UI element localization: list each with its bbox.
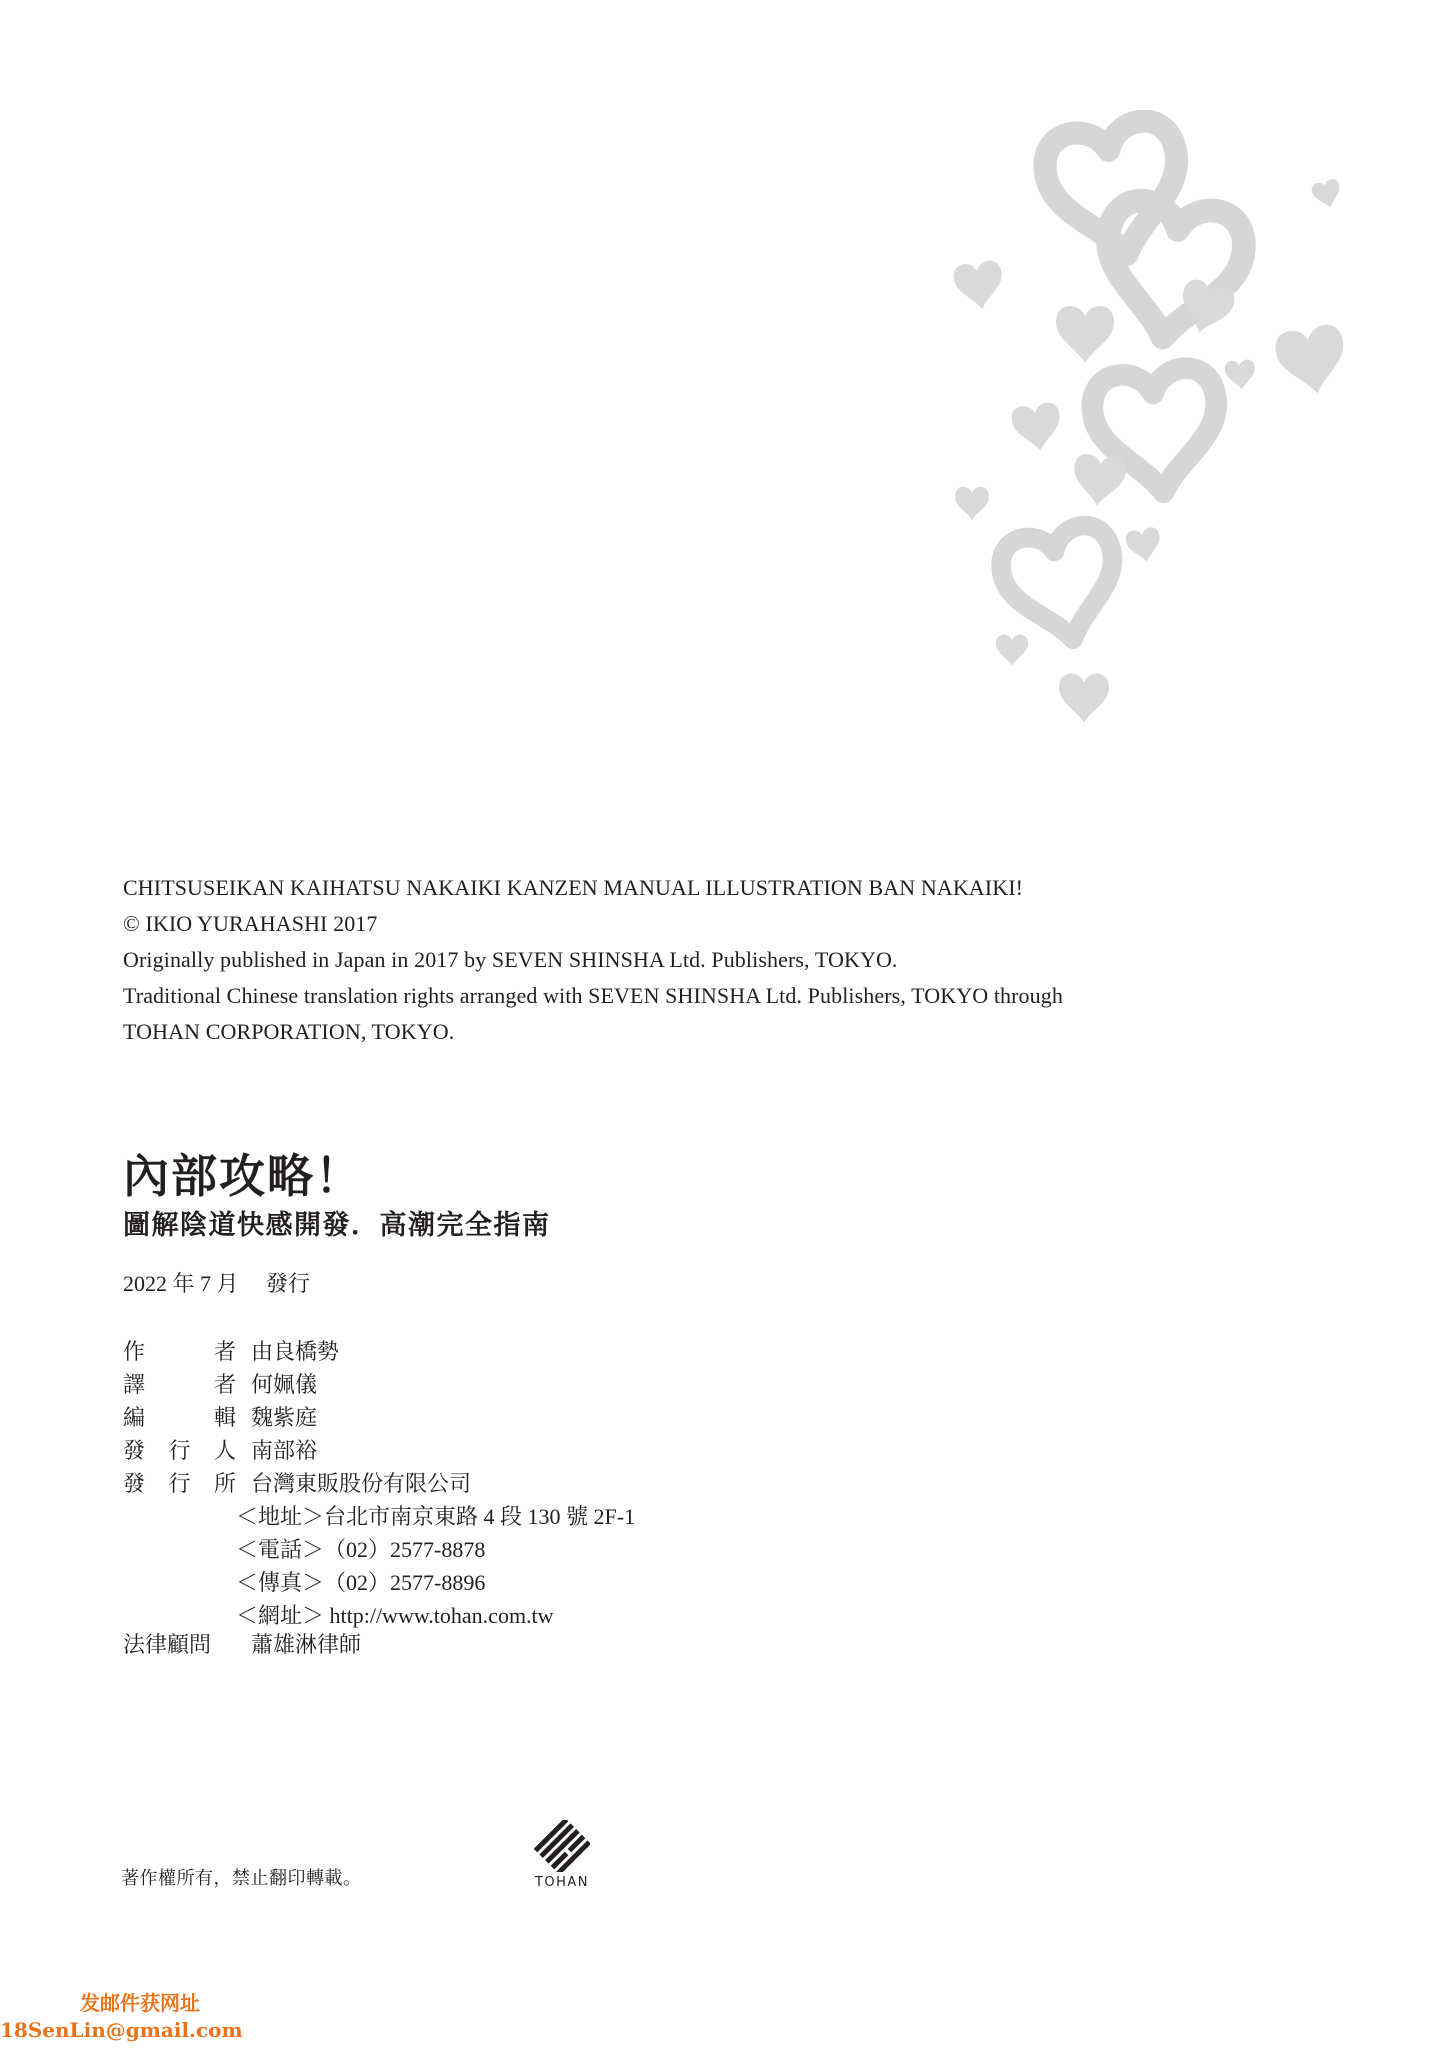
credit-value: 南部裕 [251,1438,318,1463]
copyright-line: Traditional Chinese translation rights arranged with SEVEN SHINSHA Ltd. Publishers, TOKYO through [123,983,1063,1008]
copyright-line: CHITSUSEIKAN KAIHATSU NAKAIKI KANZEN MANUAL ILLUSTRATION BAN NAKAIKI! [123,875,1024,900]
credit-label: 作 者 [123,1339,236,1364]
hearts-decoration [930,110,1380,750]
address-line: ＜地址＞台北市南京東路 4 段 130 號 2F-1 [236,1504,636,1529]
solid-heart-10 [1124,526,1163,565]
outline-heart-2 [1095,197,1248,347]
copyright-line: © IKIO YURAHASHI 2017 [123,911,378,936]
website-line: ＜網址＞ http://www.tohan.com.tw [236,1603,554,1628]
solid-heart-7 [1010,401,1064,454]
book-subtitle: 圖解陰道快感開發．高潮完全指南 [123,1210,551,1241]
publisher-contact [236,1500,635,1632]
credit-row-editor [123,1401,471,1434]
phone-line: ＜電話＞（02）2577-8878 [236,1537,486,1562]
credit-row-publishing-house [123,1467,471,1500]
solid-heart-5 [1273,322,1351,399]
solid-heart-2 [952,259,1006,312]
solid-heart-12 [1059,674,1109,723]
solid-heart-11 [996,635,1028,666]
watermark [0,1990,243,2044]
credit-value: 由良橋勢 [251,1339,340,1364]
credit-row-translator [123,1368,471,1401]
credit-label: 發 行 人 [123,1438,236,1463]
tohan-logo-text: TOHAN [534,1875,590,1890]
credit-value: 魏紫庭 [251,1405,318,1430]
credit-value: 何姵儀 [251,1372,318,1397]
solid-heart-3 [1056,306,1114,363]
solid-heart-8 [1071,453,1127,508]
copyright-line: Originally published in Japan in 2017 by SEVEN SHINSHA Ltd. Publishers, TOKYO. [123,947,898,972]
outline-heart-4 [996,521,1128,651]
watermark-line: 发邮件获网址 [80,1991,200,2015]
copyright-notice [123,870,1063,1050]
tohan-mark-icon [534,1820,590,1872]
credit-label: 譯 者 [123,1372,236,1397]
publication-date: 2022 年 7 月 發行 [123,1271,311,1296]
solid-heart-1 [1310,178,1344,212]
credits-list [123,1335,471,1500]
credit-label: 編 輯 [123,1405,236,1430]
watermark-email: 18SenLin@gmail.com [0,2018,243,2042]
credit-row-author [123,1335,471,1368]
tohan-logo [524,1820,600,1900]
copyright-line: TOHAN CORPORATION, TOKYO. [123,1019,455,1044]
solid-heart-9 [955,487,989,520]
legal-value: 蕭雄淋律師 [251,1632,362,1657]
legal-advisor [123,1628,361,1661]
credit-row-publisher [123,1434,471,1467]
fax-line: ＜傳真＞（02）2577-8896 [236,1570,486,1595]
credit-label: 發 行 所 [123,1471,236,1496]
credit-value: 台灣東販股份有限公司 [251,1471,472,1496]
legal-label: 法律顧問 [123,1632,212,1657]
solid-heart-6 [1224,359,1256,391]
rights-notice: 著作權所有，禁止翻印轉載。 [121,1868,362,1889]
book-title: 內部攻略！ [123,1149,363,1203]
